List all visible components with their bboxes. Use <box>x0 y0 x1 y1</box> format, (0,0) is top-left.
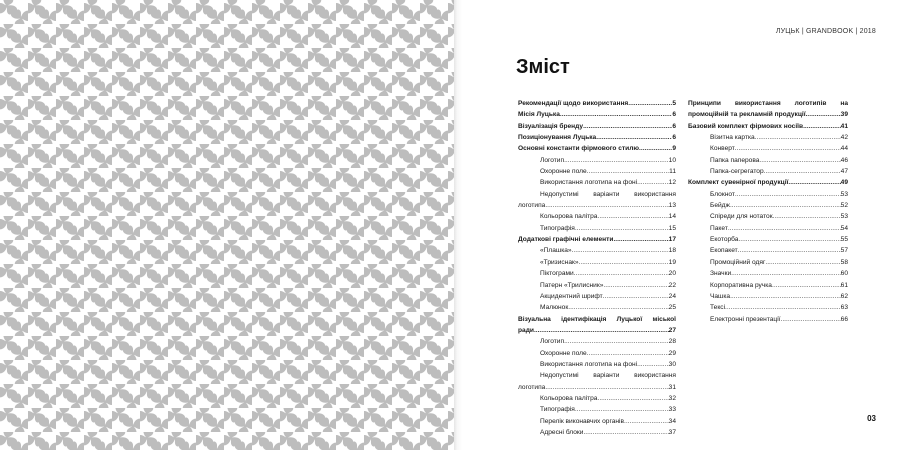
dot-leader <box>781 314 841 325</box>
toc-page-number: 11 <box>669 168 676 176</box>
dot-leader <box>583 427 668 438</box>
toc-page-number: 14 <box>668 213 676 221</box>
toc-entry-title: Папка паперова <box>710 156 760 164</box>
toc-entry[interactable] <box>518 121 676 132</box>
toc-entry-title: Місія Луцька <box>518 111 560 119</box>
dot-leader <box>624 416 669 427</box>
toc-page-number: 41 <box>840 122 848 130</box>
toc-entry[interactable] <box>518 211 676 222</box>
toc-entry[interactable] <box>518 223 676 234</box>
dot-leader <box>587 348 669 359</box>
toc-entry-title: Блокнот <box>710 190 735 198</box>
toc-entry-title: Типографія <box>540 406 575 414</box>
dot-leader <box>560 109 672 120</box>
dot-leader <box>788 177 840 188</box>
toc-entry-title: Додаткові графічні елементи <box>518 236 614 244</box>
page-title: Зміст <box>516 56 570 78</box>
toc-entry[interactable] <box>518 257 676 268</box>
toc-entry-title: Базовий комплект фірмових носіїв <box>688 122 804 130</box>
toc-entry[interactable] <box>688 245 848 256</box>
toc-page-number: 6 <box>672 122 676 130</box>
toc-entry-title: Спіреди для нотаток <box>710 213 773 221</box>
toc-entry[interactable] <box>688 302 848 313</box>
toc-page-number: 19 <box>668 258 676 266</box>
toc-page-number: 54 <box>840 224 848 232</box>
dot-leader <box>575 404 669 415</box>
toc-page-number: 46 <box>840 156 848 164</box>
toc-entry-title: Візуалізація бренду <box>518 122 584 130</box>
toc-page-number: 60 <box>840 270 848 278</box>
dot-leader <box>545 200 668 211</box>
toc-entry[interactable] <box>688 189 848 200</box>
toc-entry[interactable] <box>518 109 676 120</box>
toc-entry-title: Папка-сегрегатор <box>710 168 764 176</box>
toc-entry-title: Малюнок <box>540 304 569 312</box>
toc-entry-title: Кольорова палітра <box>540 394 598 402</box>
toc-page-number: 63 <box>840 304 848 312</box>
toc-entry-title: Екоторба <box>710 236 739 244</box>
toc-entry-title: Конверт <box>710 145 735 153</box>
dot-leader <box>583 121 672 132</box>
toc-entry-title: Кольорова палітра <box>540 213 598 221</box>
toc-entry[interactable] <box>518 268 676 279</box>
toc-entry[interactable] <box>518 291 676 302</box>
dot-leader <box>755 132 841 143</box>
toc-page-number: 29 <box>668 349 676 357</box>
toc-page-number: 44 <box>840 145 848 153</box>
toc-entry[interactable] <box>518 370 676 393</box>
toc-entry[interactable] <box>688 143 848 154</box>
toc-page-number: 24 <box>668 292 676 300</box>
toc-entry-title: Адресні блоки <box>540 428 584 436</box>
toc-entry-title: Логотип <box>540 156 565 164</box>
toc-page-number: 53 <box>840 213 848 221</box>
toc-entry-title: Піктограми <box>540 270 574 278</box>
toc-page-number: 22 <box>668 281 676 289</box>
toc-page-number: 66 <box>840 315 848 323</box>
toc-entry-title: Корпоративна ручка <box>710 281 772 289</box>
toc-entry-title: Значки <box>710 270 732 278</box>
dot-leader <box>773 211 841 222</box>
toc-entry-title: Рекомендації щодо використання <box>518 100 629 107</box>
running-header: ЛУЦЬК | GRANDBOOK | 2018 <box>775 28 876 35</box>
dot-leader <box>596 132 672 143</box>
toc-entry-title: Бейдж <box>710 202 730 210</box>
toc-entry[interactable] <box>518 359 676 370</box>
toc-entry-title-line: Недопустимі варіанти використання <box>540 372 676 380</box>
toc-entry-title: Використання логотипа на фоні <box>540 360 638 368</box>
toc-page-number: 57 <box>840 247 848 255</box>
toc-entry[interactable] <box>518 302 676 313</box>
toc-entry[interactable] <box>518 427 676 438</box>
toc-page-number: 20 <box>668 270 676 278</box>
dot-leader <box>613 234 668 245</box>
dot-leader <box>575 223 669 234</box>
toc-entry[interactable] <box>518 280 676 291</box>
toc-page-number: 34 <box>668 417 676 425</box>
dot-leader <box>579 257 669 268</box>
dot-leader <box>637 359 669 370</box>
toc-entry[interactable] <box>518 155 676 166</box>
toc-page-number: 52 <box>840 202 848 210</box>
toc-entry-title: ради <box>518 326 534 334</box>
toc-entry[interactable] <box>518 234 676 245</box>
dot-leader <box>738 234 840 245</box>
toc-entry[interactable] <box>688 166 848 177</box>
dot-leader <box>603 291 669 302</box>
toc-entry[interactable] <box>688 98 848 121</box>
toc-page-number: 49 <box>840 179 848 187</box>
page-number: 03 <box>867 414 876 423</box>
toc-entry[interactable] <box>518 177 676 188</box>
dot-leader <box>772 280 841 291</box>
dot-leader <box>764 166 841 177</box>
toc-entry[interactable] <box>688 155 848 166</box>
toc-page-number: 9 <box>672 145 676 153</box>
toc-column-left <box>518 98 676 438</box>
dot-leader <box>731 268 841 279</box>
toc-entry-title: Охоронне поле <box>540 168 587 176</box>
toc-entry[interactable] <box>688 200 848 211</box>
toc-entry[interactable] <box>688 234 848 245</box>
toc-entry[interactable] <box>688 223 848 234</box>
toc-page-number: 28 <box>668 338 676 346</box>
toc-page-number: 6 <box>672 111 676 119</box>
toc-entry[interactable] <box>518 245 676 256</box>
dot-leader <box>803 121 841 132</box>
toc-entry[interactable] <box>688 257 848 268</box>
dot-leader <box>759 155 840 166</box>
toc-entry-title: Пакет <box>710 224 728 232</box>
toc-entry-title: Позиціонування Луцька <box>518 134 597 142</box>
toc-page-number: 33 <box>668 406 676 414</box>
toc-entry-title: Патерн «Трилисник» <box>540 281 604 289</box>
toc-page-number: 42 <box>840 134 848 142</box>
toc-entry-title: Комплект сувенірної продукції <box>688 179 789 187</box>
dot-leader <box>597 393 668 404</box>
toc-page-number: 12 <box>668 179 676 187</box>
toc-entry-title: «Тризиснак» <box>540 258 579 266</box>
dot-leader <box>806 109 841 120</box>
toc-entry-title: Промоційний одяг <box>710 258 766 266</box>
toc-entry[interactable] <box>518 132 676 143</box>
toc-entry-title: Основні константи фірмового стилю <box>518 145 640 153</box>
toc-entry-title: Перелік виконавчих органів <box>540 417 624 425</box>
toc-page-number: 27 <box>668 326 676 334</box>
dot-leader <box>568 302 668 313</box>
dot-leader <box>637 177 669 188</box>
toc-page-number: 55 <box>840 236 848 244</box>
toc-entry[interactable] <box>688 280 848 291</box>
dot-leader <box>564 336 669 347</box>
dot-leader <box>572 245 669 256</box>
toc-page-number: 17 <box>668 236 676 244</box>
toc-page-number: 61 <box>840 281 848 289</box>
toc-page-number: 5 <box>672 100 676 107</box>
toc-page-number: 13 <box>668 202 676 210</box>
toc-entry-title-line: Візуальна ідентифікація Луцької міської <box>518 315 676 323</box>
toc-entry[interactable] <box>688 291 848 302</box>
toc-entry-title: Тексі <box>710 304 726 312</box>
toc-entry[interactable] <box>518 166 676 177</box>
toc-page-number: 32 <box>668 394 676 402</box>
toc-entry[interactable] <box>688 268 848 279</box>
toc-entry-title: промоційній та рекламній продукції <box>688 111 806 119</box>
toc-entry-title-line: Недопустимі варіанти використання <box>540 190 676 198</box>
toc-entry-title: Електронні презентації <box>710 315 781 323</box>
toc-page-number: 47 <box>840 168 848 176</box>
toc-entry[interactable] <box>518 404 676 415</box>
toc-entry[interactable] <box>688 211 848 222</box>
dot-leader <box>728 223 841 234</box>
toc-entry-title: «Плашка» <box>540 247 572 255</box>
toc-entry[interactable] <box>688 177 848 188</box>
toc-entry[interactable] <box>518 336 676 347</box>
dot-leader <box>545 382 668 393</box>
toc-page-number: 53 <box>840 190 848 198</box>
toc-page-number: 31 <box>668 383 676 391</box>
toc-page-number: 39 <box>840 111 848 119</box>
dot-leader <box>564 155 669 166</box>
dot-leader <box>603 280 668 291</box>
toc-page-number: 37 <box>668 428 676 436</box>
toc-entry[interactable] <box>518 393 676 404</box>
toc-column-right <box>688 98 848 325</box>
toc-page-number: 18 <box>668 247 676 255</box>
toc-entry-title: Чашка <box>710 292 731 300</box>
toc-entry[interactable] <box>518 143 676 154</box>
dot-leader <box>730 200 841 211</box>
toc-entry-title: Охоронне поле <box>540 349 587 357</box>
toc-entry-title-line: Принципи використання логотипів на <box>688 100 848 107</box>
dot-leader <box>735 143 841 154</box>
dot-leader <box>534 325 669 336</box>
toc-page-number: 30 <box>668 360 676 368</box>
toc-entry-title: Акцидентний шрифт <box>540 292 603 300</box>
toc-entry-title: Візитна картка <box>710 134 755 142</box>
toc-entry-title: Логотип <box>540 338 565 346</box>
dot-leader <box>597 211 668 222</box>
dot-leader <box>730 291 841 302</box>
toc-entry[interactable] <box>688 314 848 325</box>
toc-entry[interactable] <box>518 98 676 109</box>
dot-leader <box>735 189 841 200</box>
contents-page <box>462 0 900 450</box>
toc-entry[interactable] <box>688 121 848 132</box>
toc-entry-title: логотипа <box>518 202 546 210</box>
dot-leader <box>765 257 840 268</box>
dot-leader <box>574 268 669 279</box>
dot-leader <box>639 143 672 154</box>
toc-page-number: 25 <box>668 304 676 312</box>
dot-leader <box>725 302 841 313</box>
dot-leader <box>738 245 841 256</box>
toc-page-number: 15 <box>668 224 676 232</box>
dot-leader <box>587 166 669 177</box>
toc-entry[interactable] <box>518 314 676 337</box>
toc-entry-title: Використання логотипа на фоні <box>540 179 638 187</box>
toc-entry[interactable] <box>688 132 848 143</box>
toc-entry[interactable] <box>518 348 676 359</box>
dot-leader <box>628 98 672 109</box>
gutter-shadow <box>454 0 462 450</box>
toc-page-number: 6 <box>672 134 676 142</box>
toc-entry[interactable] <box>518 416 676 427</box>
toc-page-number: 62 <box>840 292 848 300</box>
toc-entry-title: Типографія <box>540 224 575 232</box>
toc-page-number: 10 <box>668 156 676 164</box>
toc-entry-title: Екопакет <box>710 247 738 255</box>
toc-page-number: 58 <box>840 258 848 266</box>
toc-entry[interactable] <box>518 189 676 212</box>
toc-entry-title: логотипа <box>518 383 546 391</box>
